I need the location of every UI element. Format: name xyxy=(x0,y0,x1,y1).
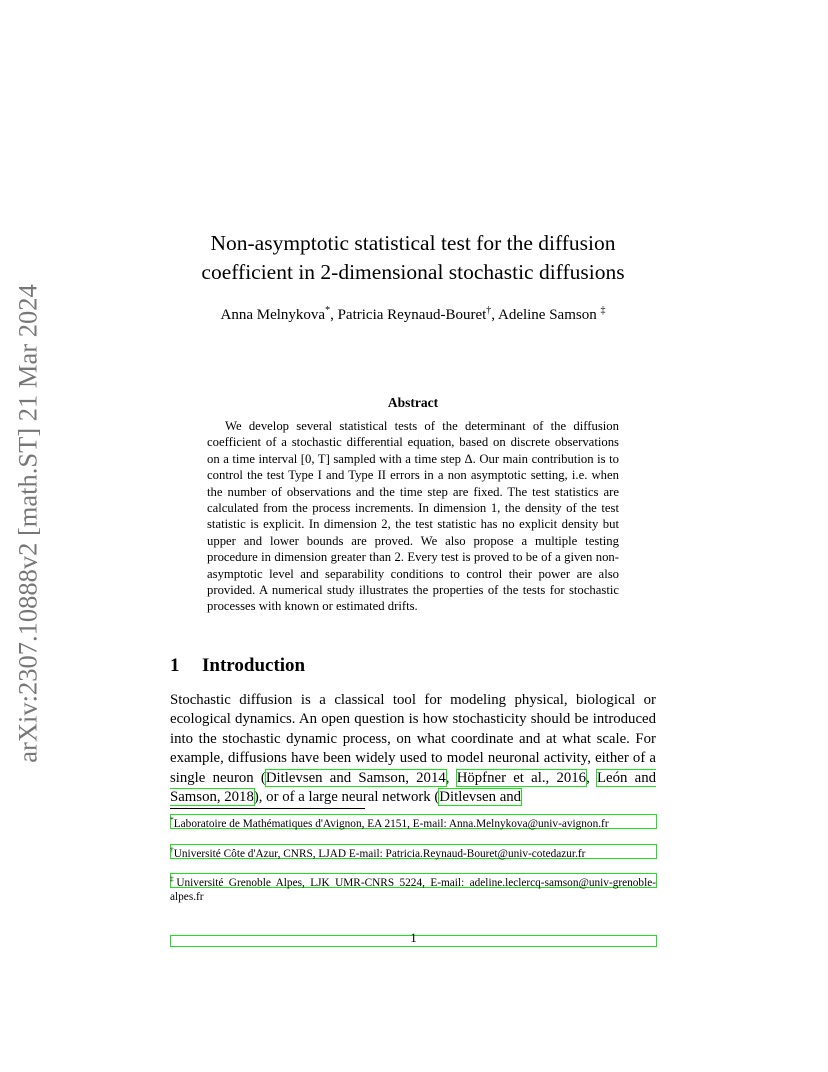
footnote-mark: † xyxy=(170,845,174,854)
footnote-mark: ‡ xyxy=(170,874,177,883)
author-footnote-mark[interactable]: † xyxy=(486,305,492,316)
footnote xyxy=(170,872,656,905)
citation-link[interactable]: Ditlevsen and xyxy=(439,789,522,806)
citation-link[interactable]: Ditlevsen and Samson, 2014 xyxy=(265,769,446,786)
arxiv-identifier-stamp[interactable]: arXiv:2307.10888v2 [math.ST] 21 Mar 2024 xyxy=(12,284,43,763)
footnote xyxy=(170,813,656,831)
page-number: 1 xyxy=(410,930,417,945)
author-name: Adeline Samson xyxy=(497,307,597,323)
intro-text: , xyxy=(586,769,597,786)
footnote-text[interactable]: Université Grenoble Alpes, LJK UMR-CNRS 5224, E-mail: adeline.leclercq-samson@univ-grenoble-alpes.fr xyxy=(170,876,656,904)
author-name: Patricia Reynaud-Bouret xyxy=(337,307,487,323)
paper-title: Non-asymptotic statistical test for the diffusion coefficient in 2-dimensional stochastic diffusions xyxy=(201,231,625,284)
footnote-text[interactable]: Université Côte d'Azur, CNRS, LJAD E-mail: Patricia.Reynaud-Bouret@univ-cotedazur.fr xyxy=(173,847,586,860)
author-name: Anna Melnykova xyxy=(220,307,326,323)
author-footnote-mark[interactable]: ‡ xyxy=(600,305,606,316)
footnote xyxy=(170,843,656,861)
intro-text: ), or of a large neural network ( xyxy=(253,789,440,806)
citation-link[interactable]: Höpfner et al., 2016 xyxy=(456,769,587,786)
introduction-paragraph xyxy=(170,691,656,807)
author-list: Anna Melnykova*, Patricia Reynaud-Bouret†, Adeline Samson ‡ xyxy=(220,305,606,323)
abstract-text: We develop several statistical tests of the determinant of the diffusion coefficient of a stochastic differential equation, based on discrete observations on a time interval [0, T] sampled with a time step Δ. Our main contribution is to control the test Type I and Type II errors in a non asymptotic setting, i.e. when the number of observations and the time step are fixed. The test statistics are calculated from the process increments. In dimension 1, the density of the test statistic is explicit. In dimension 2, the test statistic has no explicit density but upper and lower bounds are proved. We also propose a multiple testing procedure in dimension greater than 2. Every test is proved to be of a given non-asymptotic level and separability conditions to control their power are also provided. A numerical study illustrates the properties of the tests for stochastic processes with known or estimated drifts. xyxy=(207,419,619,614)
intro-text: Stochastic diffusion is a classical tool for modeling physical, biological or ecological dynamics. An open question is how stochasticity should be introduced into the stochastic dynamic process, on what coordinate and at what scale. For example, diffusions have been widely used to model neuronal activity, either of a single neuron ( xyxy=(170,692,656,786)
section-number: 1 xyxy=(170,655,180,676)
footnote-rule xyxy=(170,808,365,809)
footnote-text[interactable]: Laboratoire de Mathématiques d'Avignon, EA 2151, E-mail: Anna.Melnykova@univ-avignon.fr xyxy=(173,817,609,830)
section-title: Introduction xyxy=(202,655,306,676)
author-footnote-mark[interactable]: * xyxy=(325,305,331,316)
intro-text: , xyxy=(445,769,457,786)
abstract-heading: Abstract xyxy=(387,395,439,410)
citation-link[interactable]: León and Samson, 2018 xyxy=(170,769,656,806)
section-heading xyxy=(170,655,305,677)
footnote-mark: * xyxy=(170,815,174,824)
